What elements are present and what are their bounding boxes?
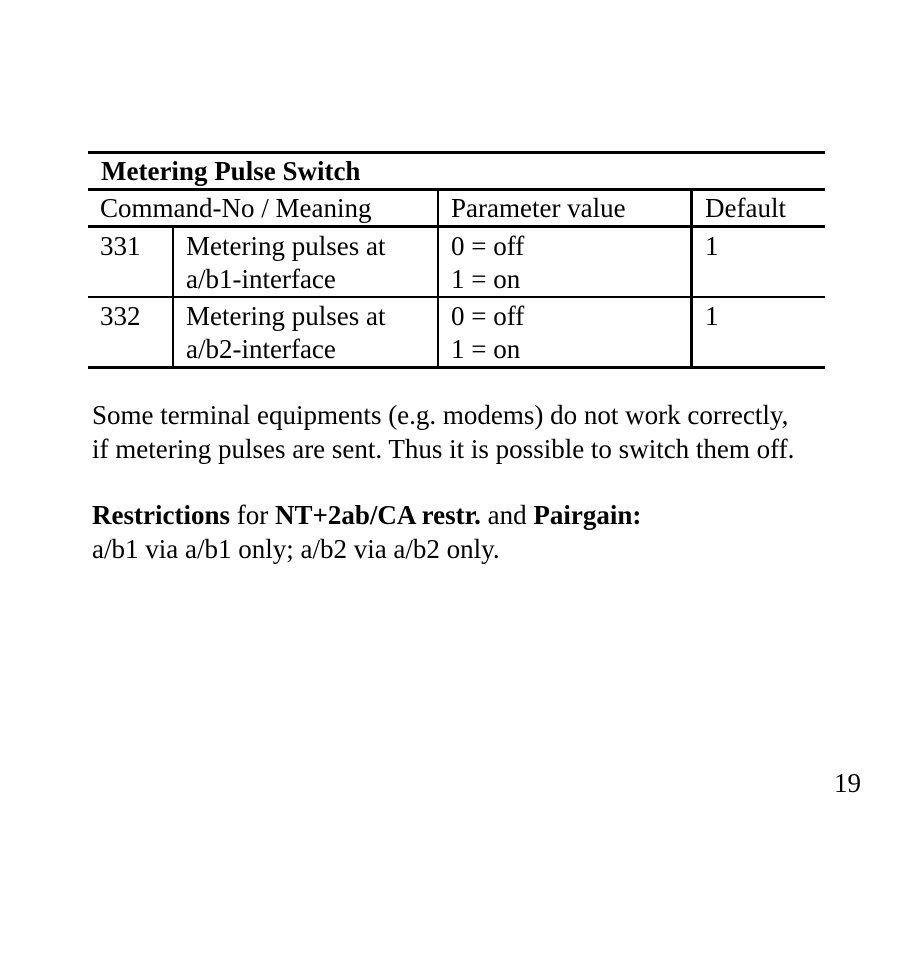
paragraph-line: if metering pulses are sent. Thus it is possible to switch them off. bbox=[92, 434, 795, 464]
page-number: 19 bbox=[834, 768, 861, 798]
parameter-line: 1 = on bbox=[451, 334, 521, 364]
command-number: 332 bbox=[88, 297, 173, 368]
command-number: 331 bbox=[88, 227, 173, 298]
meaning-line: Metering pulses at bbox=[186, 231, 386, 261]
table-header-row bbox=[88, 190, 825, 227]
paragraph-line: Some terminal equipments (e.g. modems) do not work correctly, bbox=[92, 400, 789, 430]
meaning-line: Metering pulses at bbox=[186, 301, 386, 331]
restrictions-product-1: NT+2ab/CA restr. bbox=[274, 500, 481, 530]
table-row bbox=[88, 227, 825, 298]
default-value: 1 bbox=[692, 297, 826, 368]
table-title: Metering Pulse Switch bbox=[88, 153, 825, 190]
table-row bbox=[88, 297, 825, 368]
meaning-line: a/b2-interface bbox=[186, 334, 336, 364]
description-paragraph bbox=[92, 398, 794, 466]
meaning-line: a/b1-interface bbox=[186, 264, 336, 294]
header-default: Default bbox=[692, 190, 826, 227]
command-meaning bbox=[173, 297, 438, 368]
restrictions-product-2: Pairgain: bbox=[533, 500, 642, 530]
header-command-meaning: Command-No / Meaning bbox=[88, 190, 438, 227]
command-meaning bbox=[173, 227, 438, 298]
header-parameter-value: Parameter value bbox=[438, 190, 692, 227]
restrictions-and-text: and bbox=[480, 500, 534, 530]
restrictions-detail-line: a/b1 via a/b1 only; a/b2 via a/b2 only. bbox=[92, 534, 500, 564]
parameter-value bbox=[438, 297, 692, 368]
restrictions-paragraph bbox=[92, 498, 641, 566]
parameter-line: 0 = off bbox=[451, 231, 525, 261]
parameter-line: 0 = off bbox=[451, 301, 525, 331]
table-title-row bbox=[88, 153, 825, 190]
restrictions-label: Restrictions bbox=[92, 500, 230, 530]
default-value: 1 bbox=[692, 227, 826, 298]
parameter-line: 1 = on bbox=[451, 264, 521, 294]
restrictions-heading-line bbox=[92, 498, 641, 532]
restrictions-for-text: for bbox=[229, 500, 275, 530]
parameter-value bbox=[438, 227, 692, 298]
metering-pulse-switch-table bbox=[88, 151, 825, 369]
